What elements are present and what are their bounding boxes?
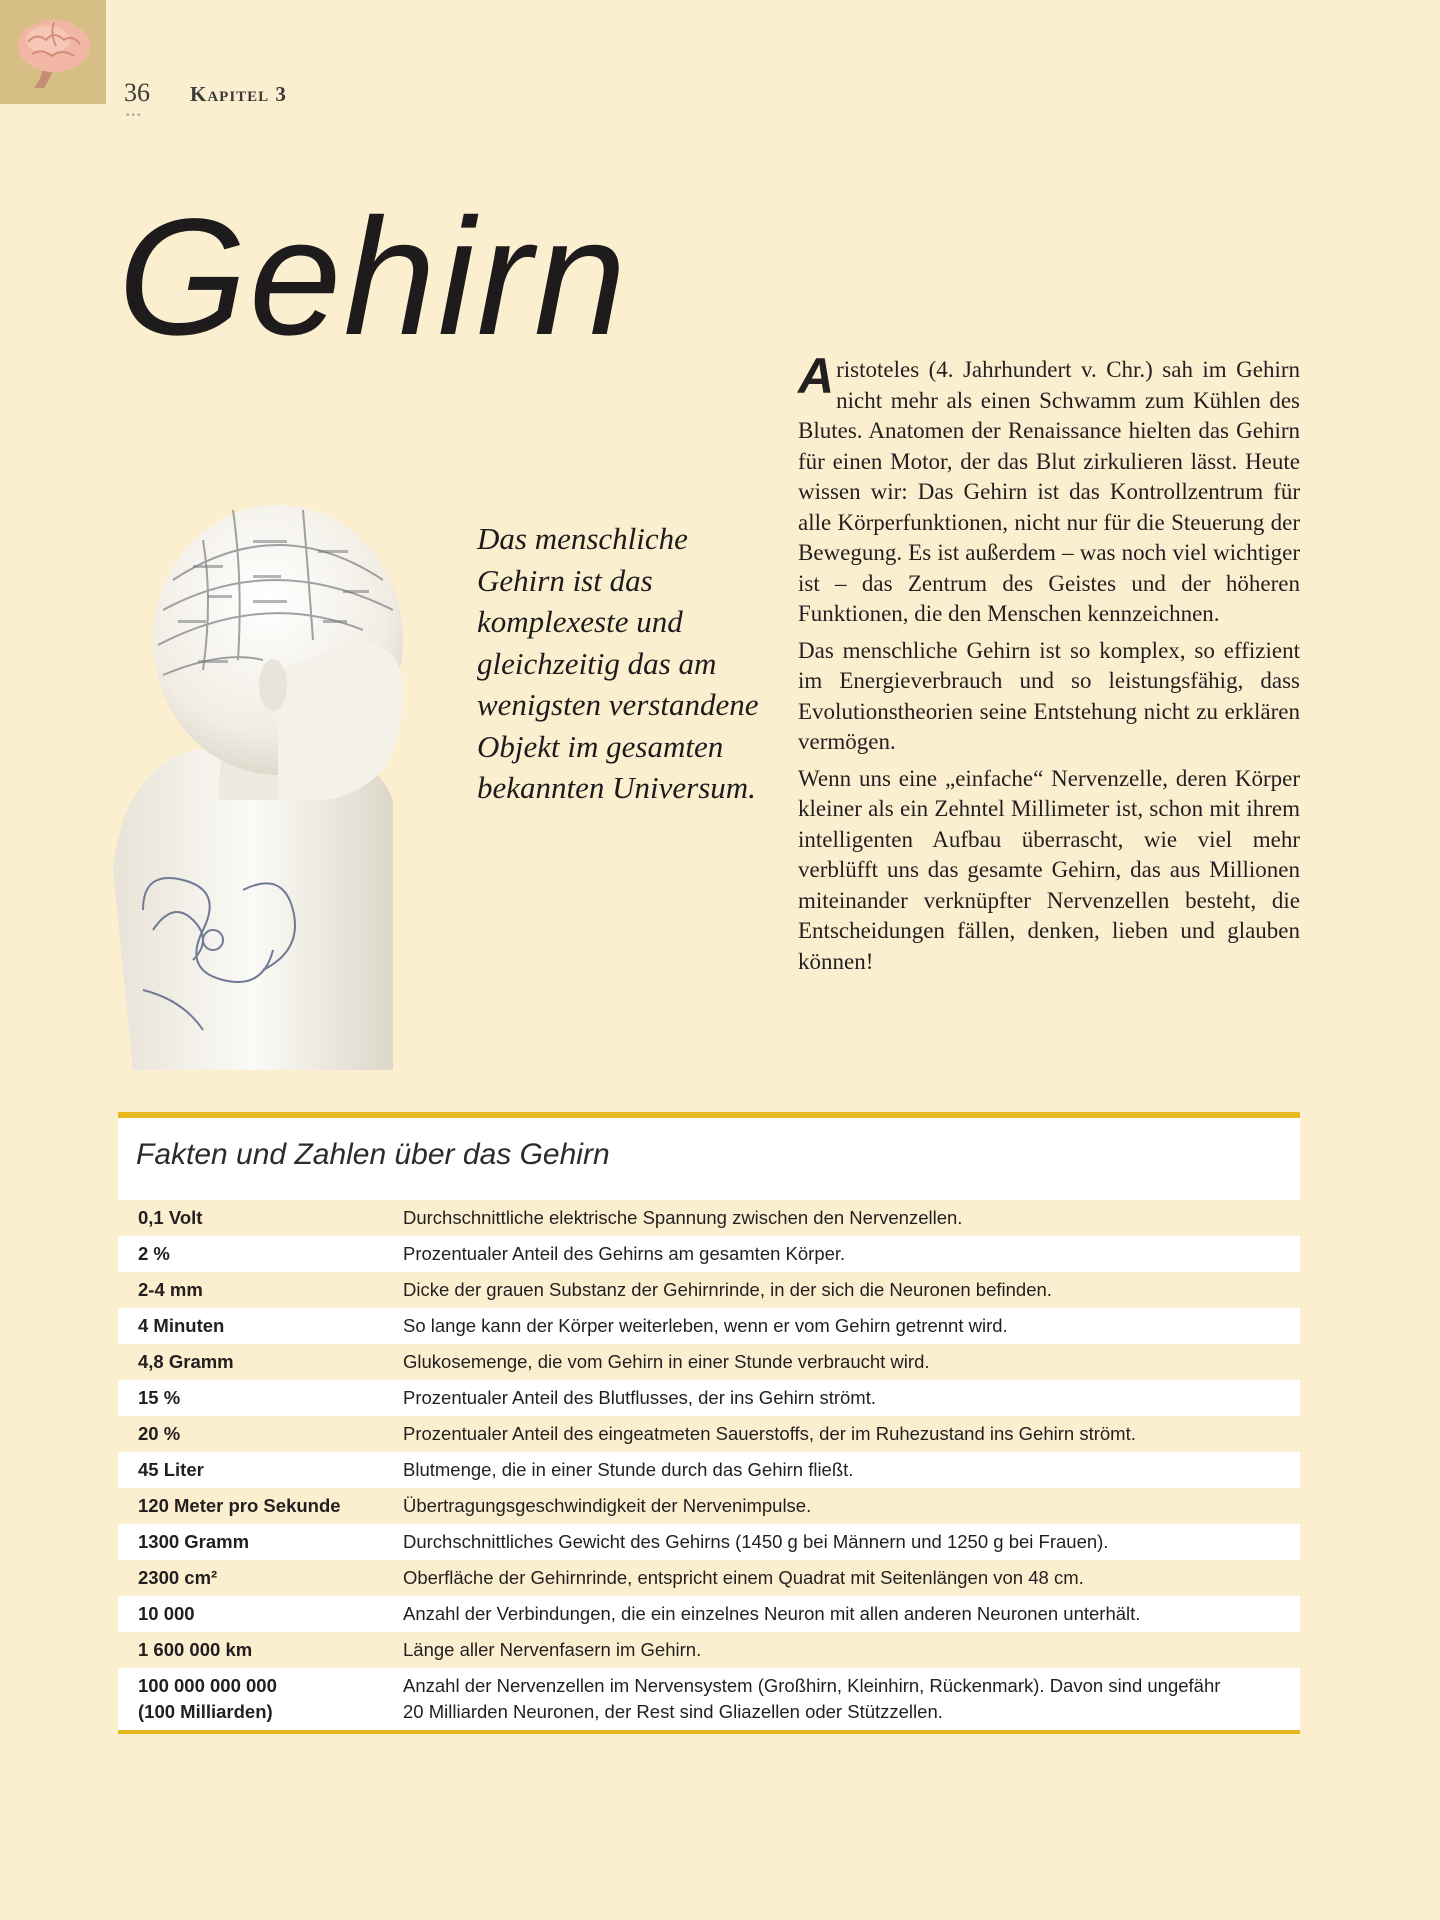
- table-row: [118, 1632, 1300, 1668]
- fact-description: Blutmenge, die in einer Stunde durch das Gehirn fließt.: [403, 1459, 854, 1480]
- fact-description: Durchschnittliche elektrische Spannung zwischen den Nervenzellen.: [403, 1207, 963, 1228]
- body-paragraph-2: Das menschliche Gehirn ist so komplex, so effizient im Energieverbrauch und so leistungsfähig, dass Evolutionstheorien seine Entstehung nicht zu erklären vermögen.: [798, 637, 1300, 754]
- body-paragraph-3: Wenn uns eine „einfache“ Nervenzelle, deren Körper kleiner als ein Zehntel Millimeter ist, schon mit ihrem intelligenten Aufbau überrascht, wie viel mehr verblüfft uns das gesamte Gehirn, das aus Millionen miteinander verknüpfter Nervenzellen besteht, die Entscheidungen fällen, denken, lieben und glauben können!: [798, 765, 1300, 974]
- page-number: 36: [124, 78, 150, 107]
- fact-description: Anzahl der Nervenzellen im Nervensystem (Großhirn, Kleinhirn, Rückenmark). Davon sind ungefähr 20 Milliarden Neuronen, der Rest sind Gliazellen oder Stützzellen.: [403, 1675, 1221, 1722]
- fact-value: 2300 cm²: [138, 1567, 218, 1588]
- table-row: [118, 1200, 1300, 1236]
- corner-tab: [0, 0, 106, 104]
- fact-value: 1 600 000 km: [138, 1639, 253, 1660]
- table-row: [118, 1668, 1300, 1730]
- table-row: [118, 1380, 1300, 1416]
- fact-value: 2-4 mm: [138, 1279, 203, 1300]
- table-row: [118, 1452, 1300, 1488]
- table-row: [118, 1272, 1300, 1308]
- fact-description: Länge aller Nervenfasern im Gehirn.: [403, 1639, 702, 1660]
- table-row: [118, 1488, 1300, 1524]
- table-row: [118, 1308, 1300, 1344]
- fact-value: 1300 Gramm: [138, 1531, 250, 1552]
- drop-cap: A: [798, 348, 835, 404]
- table-row: [118, 1596, 1300, 1632]
- pull-quote: Das menschliche Gehirn ist das komplexeste und gleichzeitig das am wenigsten verstandene Objekt im gesamten bekannten Universum.: [477, 521, 759, 805]
- fact-description: Übertragungsgeschwindigkeit der Nervenimpulse.: [403, 1495, 812, 1516]
- facts-title: Fakten und Zahlen über das Gehirn: [118, 1118, 1300, 1200]
- fact-value: 4 Minuten: [138, 1315, 225, 1336]
- brain-icon: [14, 12, 94, 94]
- fact-value: 15 %: [138, 1387, 181, 1408]
- fact-value: 4,8 Gramm: [138, 1351, 234, 1372]
- fact-description: Durchschnittliches Gewicht des Gehirns (1450 g bei Männern und 1250 g bei Frauen).: [403, 1531, 1109, 1552]
- fact-description: Oberfläche der Gehirnrinde, entspricht einem Quadrat mit Seitenlängen von 48 cm.: [403, 1567, 1084, 1588]
- body-paragraph-1: [798, 348, 1300, 630]
- fact-description: Prozentualer Anteil des eingeatmeten Sauerstoffs, der im Ruhezustand ins Gehirn strömt.: [403, 1423, 1136, 1444]
- facts-table: [118, 1112, 1300, 1734]
- body-paragraph-1-text: ristoteles (4. Jahrhundert v. Chr.) sah im Gehirn nicht mehr als einen Schwamm zum Kühlen des Blutes. Anatomen der Renaissance hielten das Gehirn für einen Motor, der das Blut zirkulieren lässt. Heute wissen wir: Das Gehirn ist das Kontrollzentrum für alle Körperfunktionen, nicht nur für die Steuerung der Bewegung. Es ist außerdem – was noch viel wichtiger ist – das Zentrum des Geistes und der höheren Funktionen, die den Menschen kennzeichnen.: [798, 357, 1300, 626]
- table-row: [118, 1416, 1300, 1452]
- fact-description: Dicke der grauen Substanz der Gehirnrinde, in der sich die Neuronen befinden.: [403, 1279, 1052, 1300]
- page-dots: •••: [126, 110, 143, 121]
- fact-value: 10 000: [138, 1603, 195, 1624]
- fact-description: Prozentualer Anteil des Gehirns am gesamten Körper.: [403, 1243, 846, 1264]
- table-row: [118, 1236, 1300, 1272]
- fact-description: Prozentualer Anteil des Blutflusses, der ins Gehirn strömt.: [403, 1387, 876, 1408]
- fact-value: 100 000 000 000 (100 Milliarden): [138, 1675, 277, 1722]
- table-row: [118, 1524, 1300, 1560]
- fact-description: So lange kann der Körper weiterleben, wenn er vom Gehirn getrennt wird.: [403, 1315, 1008, 1336]
- chapter-label: Kapitel 3: [190, 82, 287, 106]
- fact-value: 20 %: [138, 1423, 181, 1444]
- fact-value: 45 Liter: [138, 1459, 204, 1480]
- table-row: [118, 1344, 1300, 1380]
- fact-value: 2 %: [138, 1243, 170, 1264]
- phrenology-bust-illustration: [103, 470, 483, 1090]
- facts-rows: [118, 1200, 1300, 1730]
- body-text: [798, 348, 1300, 983]
- fact-value: 120 Meter pro Sekunde: [138, 1495, 341, 1516]
- fact-description: Glukosemenge, die vom Gehirn in einer Stunde verbraucht wird.: [403, 1351, 930, 1372]
- table-row: [118, 1560, 1300, 1596]
- fact-value: 0,1 Volt: [138, 1207, 203, 1228]
- fact-description: Anzahl der Verbindungen, die ein einzelnes Neuron mit allen anderen Neuronen unterhält.: [403, 1603, 1141, 1624]
- page-title: Gehirn: [118, 185, 629, 370]
